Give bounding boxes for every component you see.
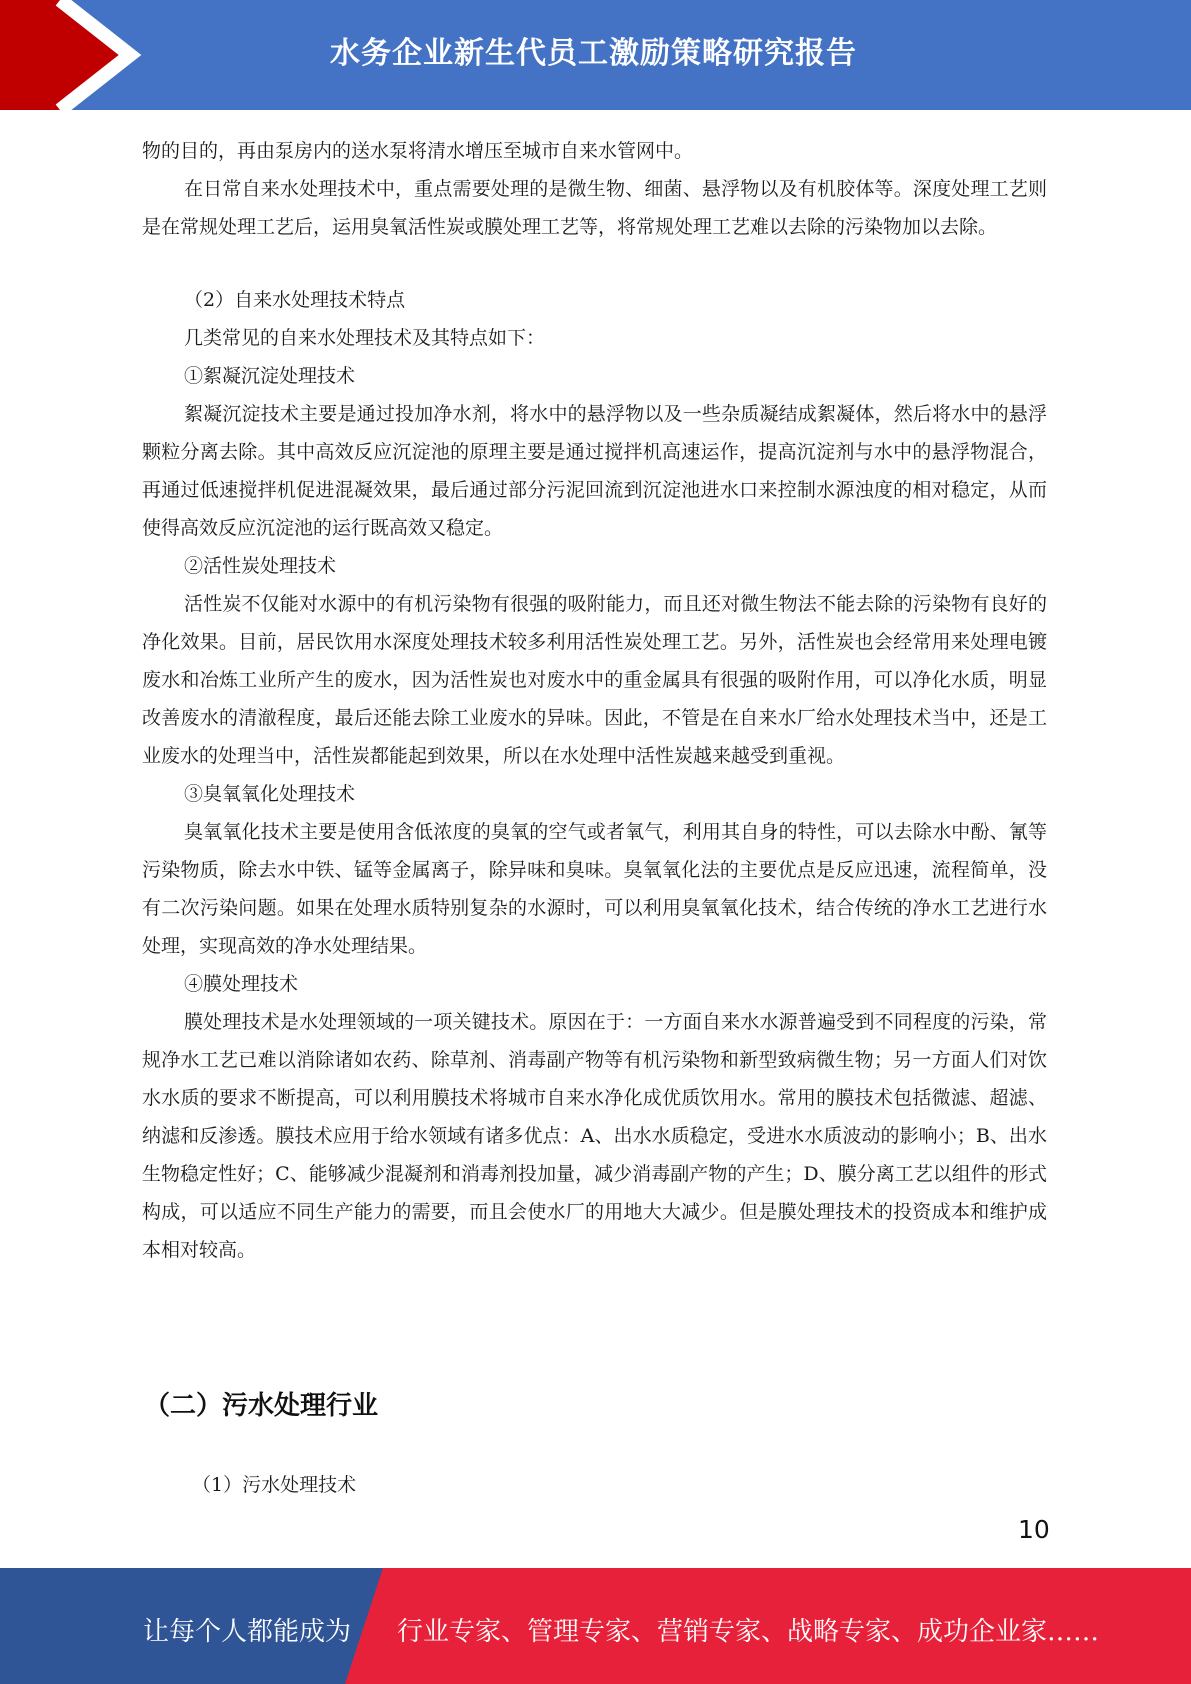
- header-arrow-decoration: [0, 0, 160, 110]
- document-body: [142, 132, 1047, 1269]
- technique-heading: ①絮凝沉淀处理技术: [184, 365, 356, 387]
- paragraph: 几类常见的自来水处理技术及其特点如下：: [184, 327, 546, 349]
- paragraph: 活性炭不仅能对水源中的有机污染物有很强的吸附能力，而且还对微生物法不能去除的污染物有良好的净化效果。目前，居民饮用水深度处理技术较多利用活性炭处理工艺。另外，活性炭也会经常用来处理电镀废水和冶炼工业所产生的废水，因为活性炭也对废水中的重金属具有很强的吸附作用，可以净化水质，明显改善废水的清澈程度，最后还能去除工业废水的异味。因此，不管是在自来水厂给水处理技术当中，还是工业废水的处理当中，活性炭都能起到效果，所以在水处理中活性炭越来越受到重视。: [142, 593, 1047, 767]
- paragraph: 在日常自来水处理技术中，重点需要处理的是微生物、细菌、悬浮物以及有机胶体等。深度处理工艺则是在常规处理工艺后，运用臭氧活性炭或膜处理工艺等，将常规处理工艺难以去除的污染物加以去除。: [142, 178, 1047, 238]
- section-subheading: （1）污水处理技术: [192, 1474, 357, 1496]
- section-heading: （二）污水处理行业: [144, 1391, 379, 1421]
- page-header: [0, 0, 1191, 110]
- paragraph: 物的目的，再由泵房内的送水泵将清水增压至城市自来水管网中。: [142, 140, 694, 162]
- paragraph: 膜处理技术是水处理领域的一项关键技术。原因在于：一方面自来水水源普遍受到不同程度的污染，常规净水工艺已难以消除诸如农药、除草剂、消毒副产物等有机污染物和新型致病微生物；另一方面人们对饮水水质的要求不断提高，可以利用膜技术将城市自来水净化成优质饮用水。常用的膜技术包括微滤、超滤、纳滤和反渗透。膜技术应用于给水领域有诸多优点：A、出水水质稳定，受进水水质波动的影响小；B、出水生物稳定性好；C、能够减少混凝剂和消毒剂投加量，减少消毒副产物的产生；D、膜分离工艺以组件的形式构成，可以适应不同生产能力的需要，而且会使水厂的用地大大减少。但是膜处理技术的投资成本和维护成本相对较高。: [142, 1011, 1047, 1261]
- footer-slogan-right: 行业专家、管理专家、营销专家、战略专家、成功企业家……: [397, 1617, 1100, 1647]
- paragraph: 絮凝沉淀技术主要是通过投加净水剂，将水中的悬浮物以及一些杂质凝结成絮凝体，然后将水中的悬浮颗粒分离去除。其中高效反应沉淀池的原理主要是通过搅拌机高速运作，提高沉淀剂与水中的悬浮物混合，再通过低速搅拌机促进混凝效果，最后通过部分污泥回流到沉淀池进水口来控制水源浊度的相对稳定，从而使得高效反应沉淀池的运行既高效又稳定。: [142, 403, 1047, 539]
- page-footer: [0, 1568, 1191, 1684]
- technique-heading: ②活性炭处理技术: [184, 555, 337, 577]
- technique-heading: ③臭氧氧化处理技术: [184, 783, 356, 805]
- report-title: 水务企业新生代员工激励策略研究报告: [330, 36, 857, 71]
- footer-slogan-left: 让每个人都能成为: [143, 1617, 352, 1647]
- page-number: 10: [1018, 1515, 1050, 1544]
- paragraph: 臭氧氧化技术主要是使用含低浓度的臭氧的空气或者氧气，利用其自身的特性，可以去除水中酚、氰等污染物质，除去水中铁、锰等金属离子，除异味和臭味。臭氧氧化法的主要优点是反应迅速，流程简单，没有二次污染问题。如果在处理水质特别复杂的水源时，可以利用臭氧氧化技术，结合传统的净水工艺进行水处理，实现高效的净水处理结果。: [142, 821, 1047, 957]
- technique-heading: ④膜处理技术: [184, 973, 299, 995]
- section-subheading: （2）自来水处理技术特点: [184, 289, 406, 311]
